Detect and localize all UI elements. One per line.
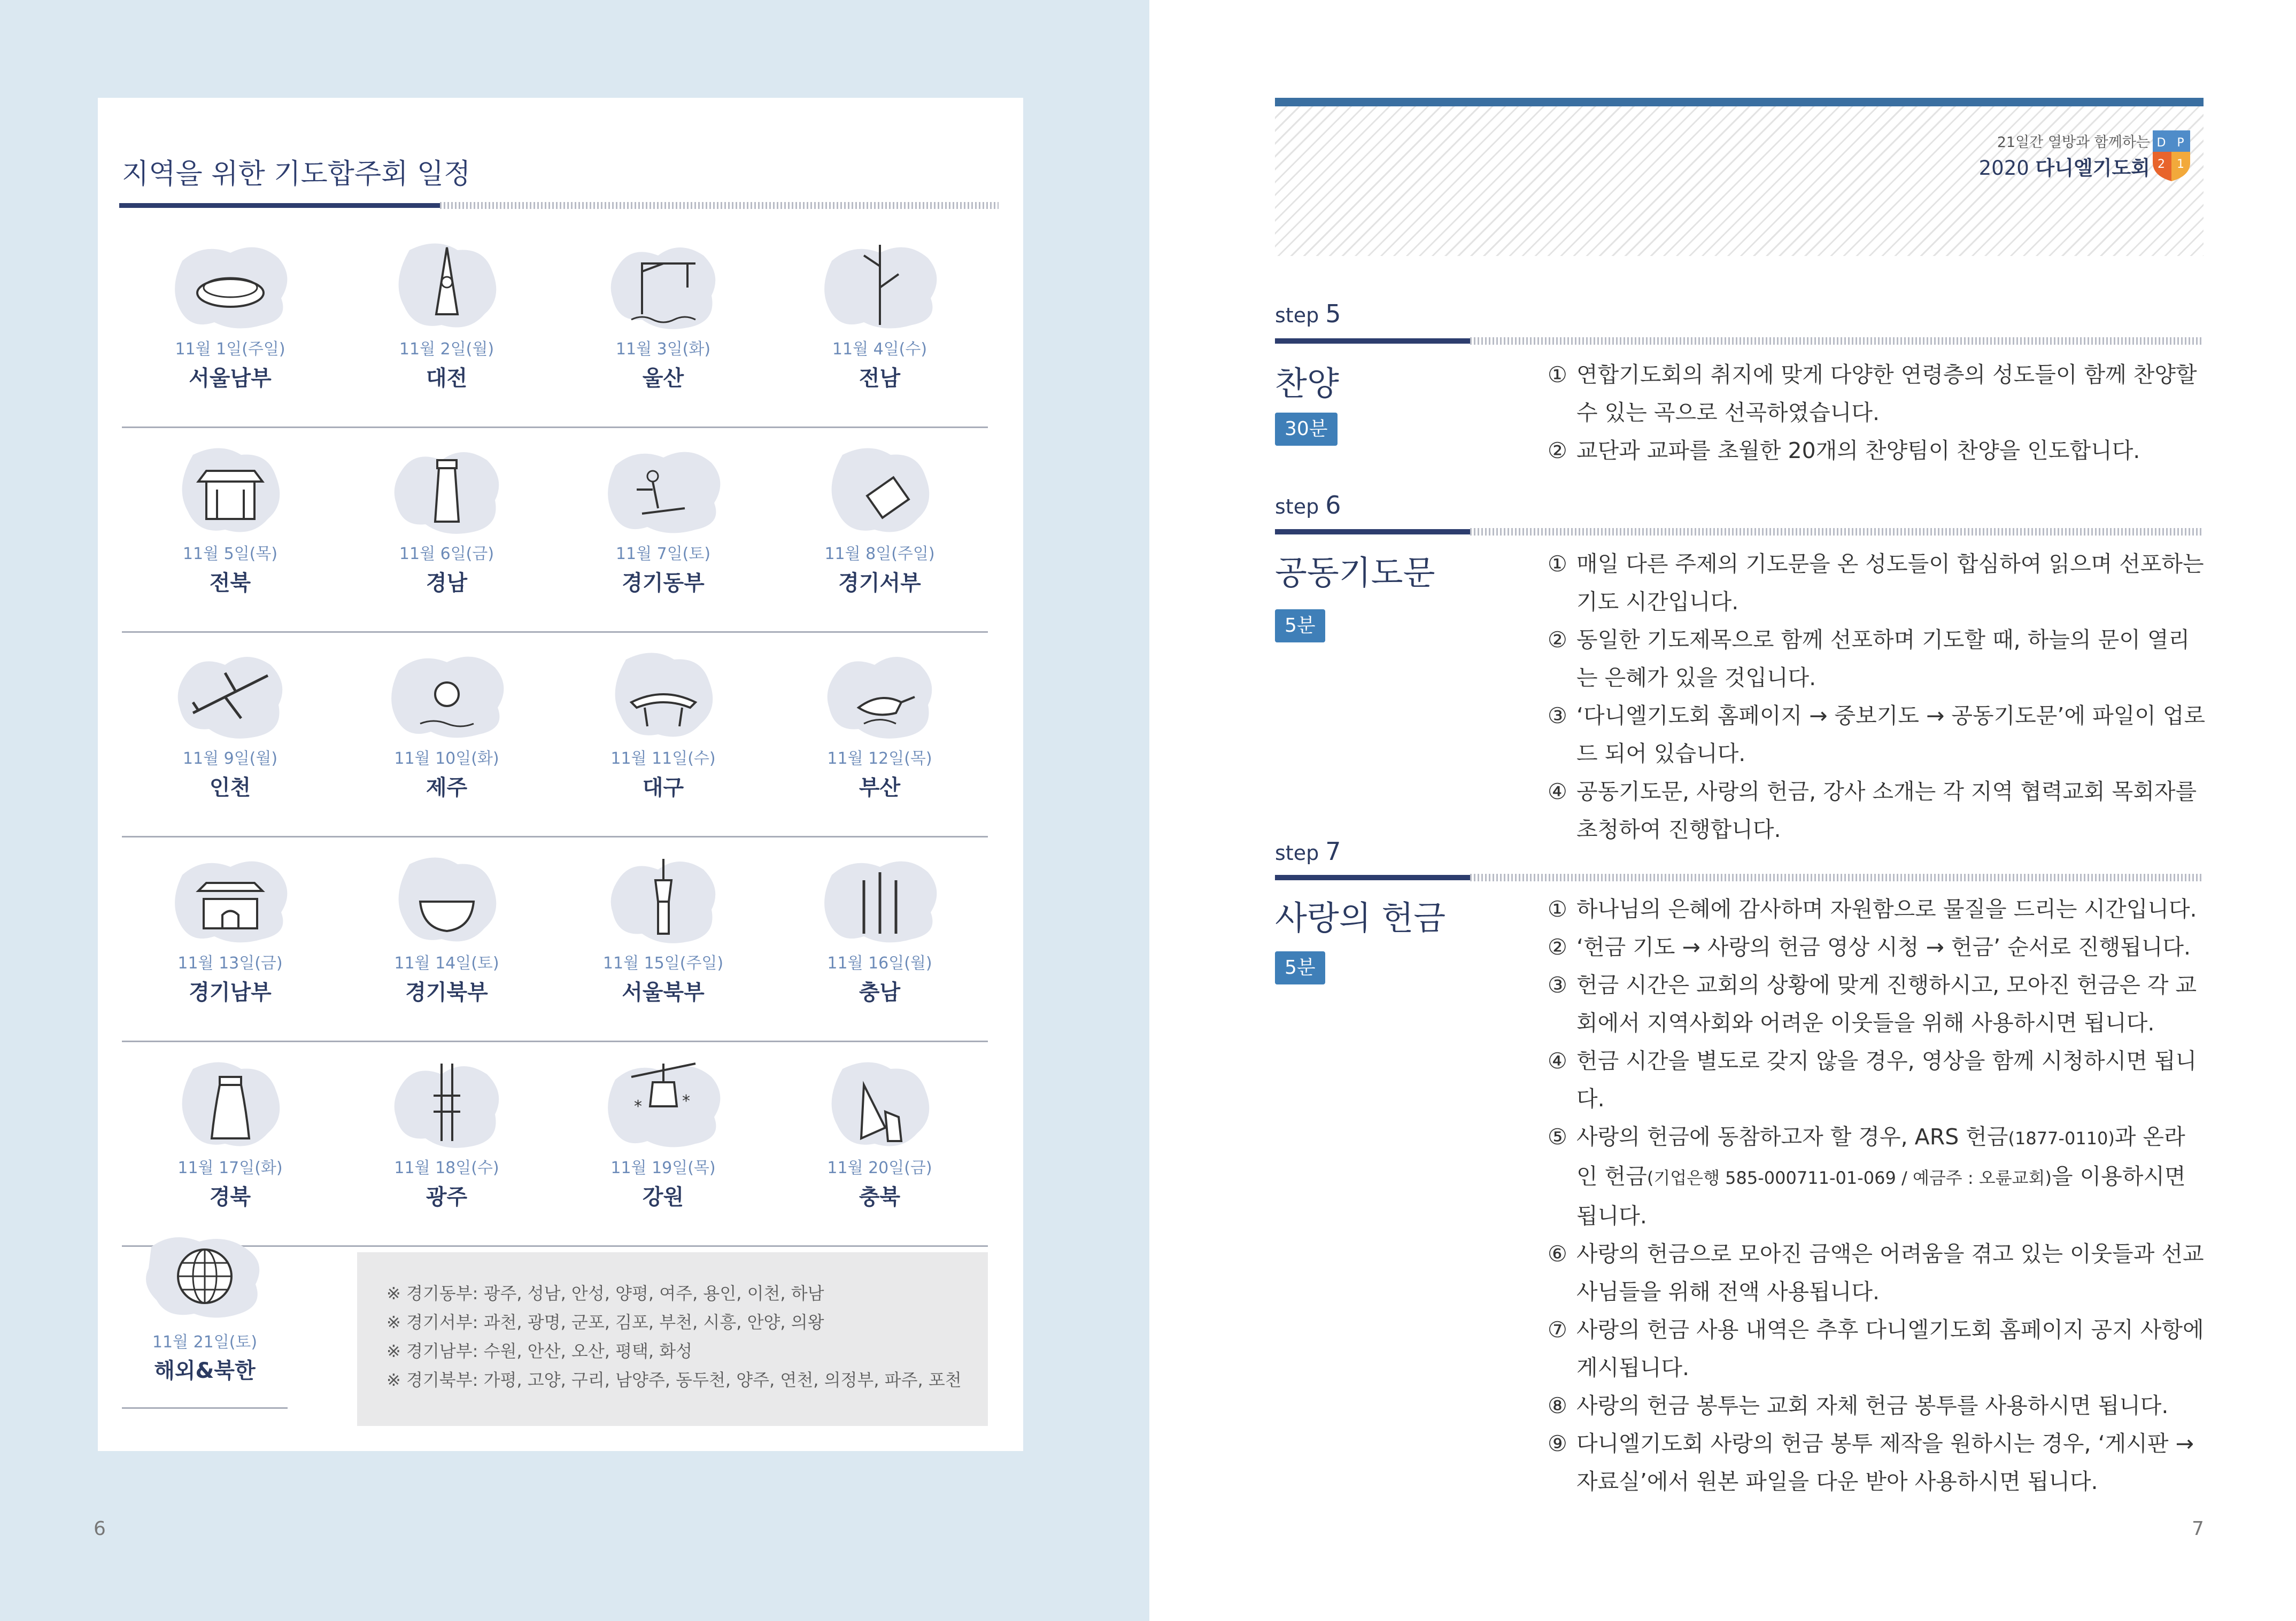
bamboo-icon — [810, 234, 949, 336]
step-6-name: 공동기도문 — [1275, 553, 1435, 592]
step-7-label: step 7 — [1275, 837, 1341, 866]
svg-text:D: D — [2156, 136, 2166, 150]
film-icon — [810, 439, 949, 540]
title-underline — [119, 203, 440, 208]
cable-car-icon — [594, 1053, 733, 1154]
rocks-icon — [810, 1053, 949, 1154]
step-6-dotted-rule — [1470, 528, 2204, 536]
list-item: ⑦ 사랑의 헌금 사용 내역은 추후 다니엘기도회 홈페이지 공지 사항에 게시됩니다. — [1548, 1317, 2204, 1380]
schedule-region: 경북 — [209, 1185, 251, 1209]
note-line: ※ 경기동부: 광주, 성남, 안성, 양평, 여주, 용인, 이천, 하남 — [386, 1283, 824, 1304]
schedule-date: 11월 9일(월) — [182, 749, 278, 768]
step-6-duration-badge: 5분 — [1275, 609, 1325, 642]
schedule-card — [98, 98, 1023, 1451]
hanok-icon — [161, 439, 300, 540]
tower-icon — [377, 234, 516, 336]
schedule-cell — [338, 837, 555, 1041]
step-7-duration-badge: 5분 — [1275, 951, 1325, 984]
schedule-cell — [771, 837, 988, 1041]
list-item: ⑧ 사랑의 헌금 봉투는 교회 자체 헌금 봉투를 사용하시면 됩니다. — [1548, 1393, 2169, 1418]
header-subtitle: 21일간 열방과 함께하는 — [1997, 134, 2150, 151]
schedule-region: 대전 — [426, 366, 468, 391]
step-5-items — [1548, 356, 2206, 470]
schedule-region: 제주 — [426, 775, 468, 800]
schedule-date: 11월 12일(목) — [827, 749, 932, 768]
schedule-cell — [555, 1042, 771, 1245]
note-line: ※ 경기남부: 수원, 안산, 오산, 평택, 화성 — [386, 1341, 693, 1361]
schedule-cell — [555, 223, 771, 426]
schedule-cell — [122, 223, 338, 426]
schedule-region: 경남 — [426, 571, 468, 595]
step-6-label: step 6 — [1275, 491, 1341, 519]
list-item: ⑤ 사랑의 헌금에 동참하고자 할 경우, ARS 헌금(1877-0110)과 온라인 헌금(기업은행 585-000711-01-069 / 예금주 : 오륜교회)을 이용하시면 됩니다. — [1548, 1124, 2186, 1229]
schedule-region: 해외&북한 — [154, 1359, 256, 1383]
list-item: ① 연합기도회의 취지에 맞게 다양한 연령층의 성도들이 함께 찬양할 수 있는 곡으로 선곡하였습니다. — [1548, 362, 2197, 425]
cheomseongdae-icon — [161, 1053, 300, 1154]
schedule-row — [122, 837, 988, 1042]
list-item: ② ‘헌금 기도 → 사랑의 헌금 영상 시청 → 헌금’ 순서로 진행됩니다. — [1548, 934, 2191, 960]
schedule-cell — [122, 837, 338, 1041]
step-7-items — [1548, 890, 2206, 1501]
globe-icon — [135, 1226, 274, 1327]
svg-text:*: * — [633, 1097, 642, 1116]
schedule-cell — [771, 428, 988, 631]
title-dotted-rule — [440, 202, 999, 209]
schedule-row — [122, 223, 988, 428]
schedule-title: 지역을 위한 기도합주회 일정 — [122, 158, 471, 190]
page-number-right: 7 — [2192, 1518, 2204, 1540]
schedule-date: 11월 2일(월) — [399, 340, 494, 359]
schedule-date: 11월 15일(주일) — [602, 954, 724, 973]
schedule-region: 경기서부 — [838, 571, 921, 595]
airplane-icon — [161, 643, 300, 745]
stadium-roof-icon — [594, 643, 733, 745]
svg-text:P: P — [2177, 136, 2184, 150]
step-7-name: 사랑의 헌금 — [1275, 898, 1446, 937]
header-year: 2020 — [1978, 157, 2029, 180]
schedule-region: 강원 — [642, 1185, 684, 1209]
step-7-dotted-rule — [1470, 874, 2204, 881]
lighthouse-icon — [377, 439, 516, 540]
list-item: ① 하나님의 은혜에 감사하며 자원함으로 물질을 드리는 시간입니다. — [1548, 896, 2197, 922]
list-item: ⑨ 다니엘기도회 사랑의 헌금 봉투 제작을 원하시는 경우, ‘게시판 → 자료실’에서 원본 파일을 다운 받아 사용하시면 됩니다. — [1548, 1431, 2194, 1494]
step-6-rule — [1275, 529, 1470, 534]
schedule-grid — [122, 223, 988, 1247]
schedule-row — [122, 428, 988, 633]
schedule-date: 11월 11일(수) — [610, 749, 716, 768]
schedule-cell — [555, 428, 771, 631]
schedule-cell — [122, 633, 338, 836]
schedule-region: 충북 — [859, 1185, 901, 1209]
schedule-cell — [555, 633, 771, 836]
schedule-region: 울산 — [642, 366, 684, 391]
header-title — [1979, 152, 2150, 181]
schedule-region: 인천 — [209, 775, 251, 800]
schedule-row — [122, 633, 988, 837]
schedule-date: 11월 19일(목) — [610, 1159, 716, 1177]
list-item: ③ ‘다니엘기도회 홈페이지 → 중보기도 → 공동기도문’에 파일이 업로드 되어 있습니다. — [1548, 703, 2206, 766]
list-item: ⑥ 사랑의 헌금으로 모아진 금액은 어려움을 겪고 있는 이웃들과 선교사님들을 위해 전액 사용됩니다. — [1548, 1241, 2204, 1305]
schedule-date: 11월 7일(토) — [615, 545, 711, 563]
schedule-cell — [771, 633, 988, 836]
list-item: ② 교단과 교파를 초월한 20개의 찬양팀이 찬양을 인도합니다. — [1548, 438, 2140, 463]
schedule-date: 11월 8일(주일) — [824, 545, 935, 563]
crane-icon — [594, 234, 733, 336]
schedule-date: 11월 16일(월) — [827, 954, 932, 973]
page-number-left: 6 — [94, 1518, 106, 1540]
schedule-region: 경기남부 — [189, 980, 272, 1005]
schedule-cell-overseas — [122, 1215, 288, 1409]
schedule-region: 전남 — [859, 366, 901, 391]
header-bar — [1275, 98, 2204, 106]
schedule-cell — [555, 837, 771, 1041]
diver-icon — [377, 643, 516, 745]
schedule-date: 11월 17일(화) — [177, 1159, 283, 1177]
schedule-region: 충남 — [859, 980, 901, 1005]
schedule-region: 대구 — [642, 775, 684, 800]
schedule-region: 서울남부 — [189, 366, 272, 391]
svg-text:*: * — [682, 1092, 690, 1111]
schedule-date: 11월 3일(화) — [615, 340, 711, 359]
note-line: ※ 경기서부: 과천, 광명, 군포, 김포, 부천, 시흥, 안양, 의왕 — [386, 1312, 824, 1332]
bowl-icon — [377, 848, 516, 950]
svg-text:1: 1 — [2177, 158, 2184, 171]
note-line: ※ 경기북부: 가평, 고양, 구리, 남양주, 동두천, 양주, 연천, 의정부, 파주, 포천 — [386, 1370, 962, 1390]
schedule-cell — [338, 428, 555, 631]
step-5-name: 찬양 — [1275, 364, 1339, 403]
schedule-region: 서울북부 — [622, 980, 705, 1005]
schedule-region: 전북 — [209, 571, 251, 595]
list-item: ④ 공동기도문, 사랑의 헌금, 강사 소개는 각 지역 협력교회 목회자를 초청하여 진행합니다. — [1548, 779, 2197, 842]
schedule-region: 광주 — [426, 1185, 468, 1209]
header-name: 다니엘기도회 — [2035, 157, 2150, 180]
schedule-date: 11월 6일(금) — [399, 545, 494, 563]
step-6-items — [1548, 545, 2206, 849]
schedule-region: 부산 — [859, 775, 901, 800]
step-7-rule — [1275, 875, 1470, 880]
schedule-date: 11월 5일(목) — [182, 545, 278, 563]
n-tower-icon — [594, 848, 733, 950]
list-item: ② 동일한 기도제목으로 함께 선포하며 기도할 때, 하늘의 문이 열리는 은혜가 있을 것입니다. — [1548, 627, 2190, 691]
fortress-gate-icon — [161, 848, 300, 950]
stadium-icon — [161, 234, 300, 336]
step-5-label: step 5 — [1275, 299, 1341, 328]
schedule-date: 11월 4일(수) — [832, 340, 927, 359]
schedule-date: 11월 13일(금) — [177, 954, 283, 973]
schedule-cell — [771, 223, 988, 426]
schedule-cell — [338, 223, 555, 426]
schedule-cell — [338, 633, 555, 836]
schedule-date: 11월 10일(화) — [394, 749, 499, 768]
list-item: ④ 헌금 시간을 별도로 갖지 않을 경우, 영상을 함께 시청하시면 됩니다. — [1548, 1048, 2197, 1112]
schedule-date: 11월 21일(토) — [152, 1333, 258, 1352]
step-5-dotted-rule — [1470, 337, 2204, 345]
step-5-duration-badge: 30분 — [1275, 413, 1338, 446]
step-5-rule — [1275, 338, 1470, 344]
schedule-date: 11월 14일(토) — [394, 954, 499, 973]
schedule-region: 경기동부 — [622, 571, 705, 595]
schedule-cell — [122, 428, 338, 631]
pillar-icon — [377, 1053, 516, 1154]
header-box — [1275, 106, 2204, 256]
seagull-icon — [810, 643, 949, 745]
list-item: ③ 헌금 시간은 교회의 상황에 맞게 진행하시고, 모아진 헌금은 각 교회에서 지역사회와 어려운 이웃들을 위해 사용하시면 됩니다. — [1548, 972, 2197, 1036]
schedule-cell — [338, 1042, 555, 1245]
region-notes-box — [357, 1252, 988, 1426]
schedule-date: 11월 1일(주일) — [175, 340, 285, 359]
schedule-region: 경기북부 — [405, 980, 488, 1005]
svg-text:2: 2 — [2158, 158, 2165, 171]
schedule-cell — [771, 1042, 988, 1245]
list-item: ① 매일 다른 주제의 기도문을 온 성도들이 합심하여 읽으며 선포하는 기도 시간입니다. — [1548, 551, 2204, 615]
schedule-date: 11월 18일(수) — [394, 1159, 499, 1177]
water-ski-icon — [594, 439, 733, 540]
wheat-icon — [810, 848, 949, 950]
schedule-date: 11월 20일(금) — [827, 1159, 932, 1177]
dp21-logo-icon — [2150, 125, 2193, 184]
